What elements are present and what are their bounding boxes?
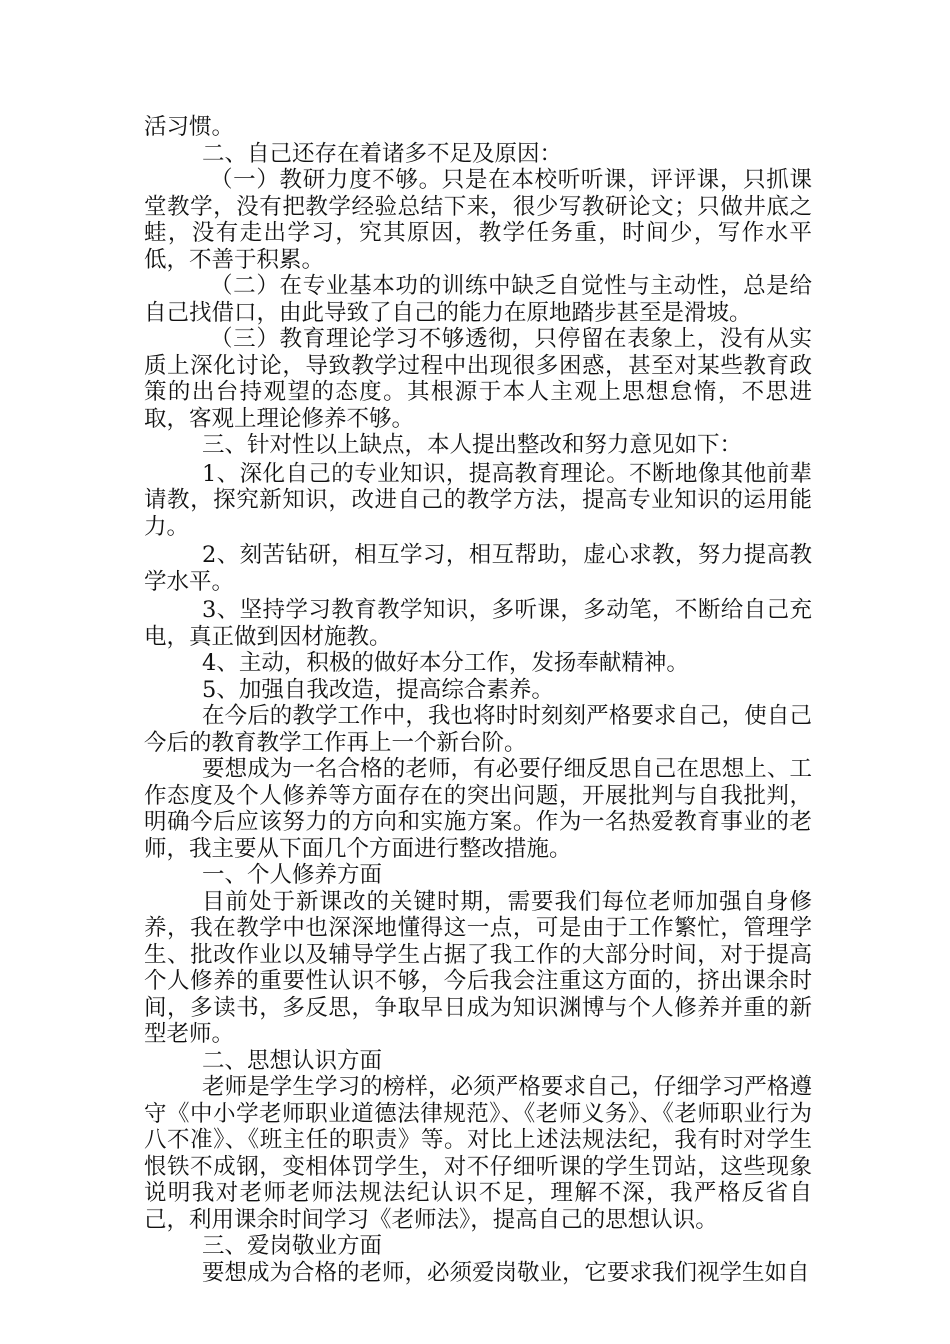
paragraph-item-3: （三）教育理论学习不够透彻，只停留在表象上，没有从实质上深化讨论，导致教学过程中出现很多困惑，甚至对某些教育政策的出台持观望的态度。其根源于本人主观上思想怠惰，不思进取，客观上理论修养不够。 — [144, 326, 812, 432]
list-item-2: 2、刻苦钻研，相互学习，相互帮助，虚心求教，努力提高教学水平。 — [144, 542, 812, 595]
list-item-5: 5、加强自我改造，提高综合素养。 — [202, 676, 554, 703]
paragraph-intro: 要想成为一名合格的老师，有必要仔细反思自己在思想上、工作态度及个人修养等方面存在的突出问题，开展批判与自我批判，明确今后应该努力的方向和实施方案。作为一名热爱教育事业的老师，我主要从下面几个方面进行整改措施。 — [144, 756, 812, 862]
list-item-4: 4、主动，积极的做好本分工作，发扬奉献精神。 — [202, 650, 689, 676]
section-heading-thinking: 二、思想认识方面 — [202, 1047, 383, 1074]
list-item-3: 3、坚持学习教育教学知识，多听课，多动笔，不断给自己充电，真正做到因材施教。 — [144, 597, 812, 650]
section-heading-personal: 一、个人修养方面 — [202, 862, 383, 888]
paragraph-thinking: 老师是学生学习的榜样，必须严格要求自己，仔细学习严格遵守《中小学老师职业道德法律规范》、《老师义务》、《老师职业行为八不准》、《班主任的职责》等。对比上述法规法纪，我有时对学生恨铁不成钢，变相体罚学生，对不仔细听课的学生罚站，这些现象说明我对老师老师法规法纪认识不足，理解不深，我严格反省自己，利用课余时间学习《老师法》，提高自己的思想认识。 — [144, 1074, 812, 1233]
paragraph-continuation: 活习惯。 — [144, 114, 235, 140]
paragraph-personal: 目前处于新课改的关键时期，需要我们每位老师加强自身修养，我在教学中也深深地懂得这一点，可是由于工作繁忙，管理学生、批改作业以及辅导学生占据了我工作的大部分时间，对于提高个人修养的重要性认识不够，今后我会注重这方面的，挤出课余时间，多读书，多反思，争取早日成为知识渊博与个人修养并重的新型老师。 — [144, 888, 812, 1047]
paragraph-item-2: （二）在专业基本功的训练中缺乏自觉性与主动性，总是给自己找借口，由此导致了自己的能力在原地踏步甚至是滑坡。 — [144, 273, 812, 326]
section-heading-improvements: 三、针对性以上缺点，本人提出整改和努力意见如下： — [202, 432, 743, 458]
paragraph-future: 在今后的教学工作中，我也将时时刻刻严格要求自己，使自己今后的教育教学工作再上一个新台阶。 — [144, 703, 812, 756]
document-page — [144, 114, 812, 1286]
section-heading-shortcomings: 二、自己还存在着诸多不足及原因： — [202, 140, 563, 167]
paragraph-item-1: （一）教研力度不够。只是在本校听听课，评评课，只抓课堂教学，没有把教学经验总结下来，很少写教研论文；只做井底之蛙，没有走出学习，究其原因，教学任务重，时间少，写作水平低，不善于积累。 — [144, 167, 812, 273]
list-item-1: 1、深化自己的专业知识，提高教育理论。不断地像其他前辈请教，探究新知识，改进自己的教学方法，提高专业知识的运用能力。 — [144, 460, 812, 540]
paragraph-dedication: 要想成为合格的老师，必须爱岗敬业，它要求我们视学生如自 — [202, 1259, 810, 1286]
section-heading-dedication: 三、爱岗敬业方面 — [202, 1233, 383, 1259]
